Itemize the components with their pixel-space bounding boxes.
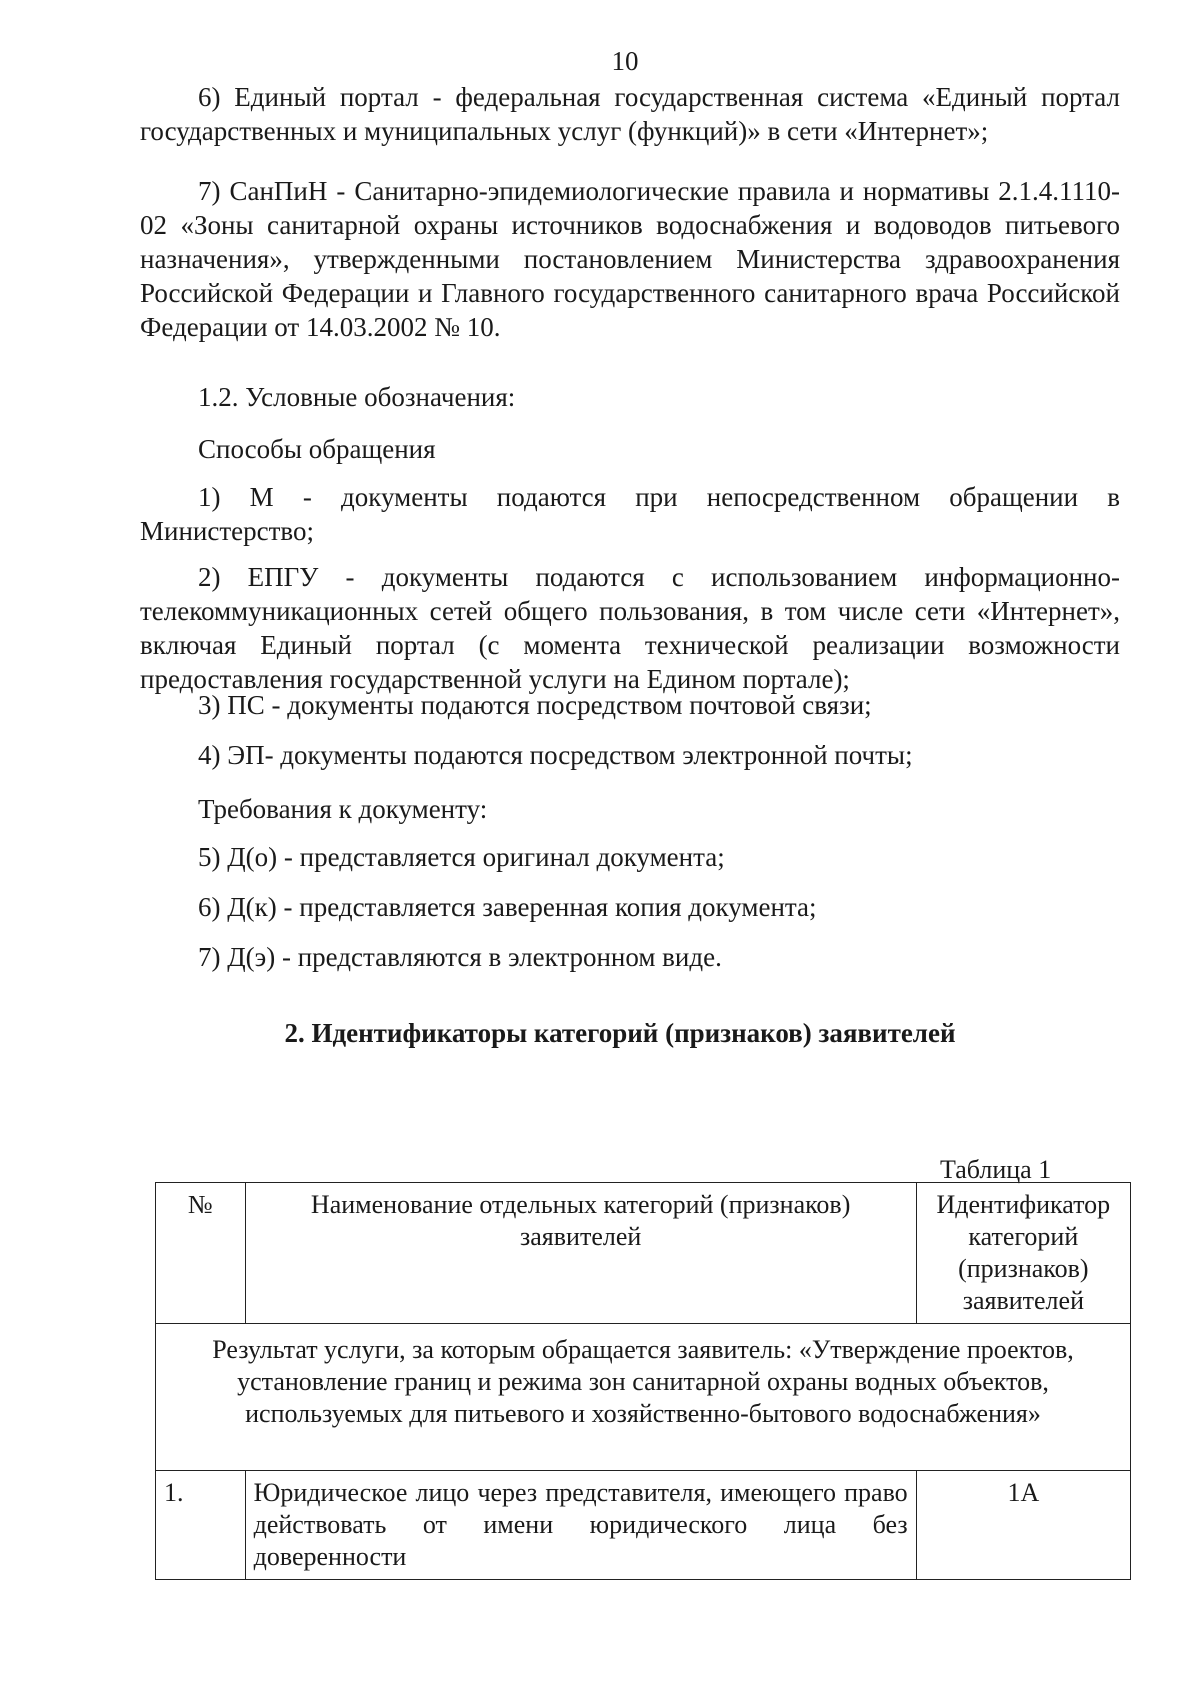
result-cell: Результат услуги, за которым обращается заявитель: «Утверждение проектов, установление границ и режима зон санитарной охраны водных объектов, используемых для питьевого и хозяйственно-бытового водоснабжения» xyxy=(156,1324,1131,1471)
paragraph-legend-title: 1.2. Условные обозначения: xyxy=(198,382,516,412)
paragraph-way-ep: 4) ЭП- документы подаются посредством электронной почты; xyxy=(198,740,913,770)
row-num: 1. xyxy=(156,1471,246,1580)
row-id: 1А xyxy=(916,1471,1130,1580)
page-number: 10 xyxy=(611,46,639,76)
header-id: Идентификатор категорий (признаков) заявителей xyxy=(916,1183,1130,1324)
header-name: Наименование отдельных категорий (признаков) заявителей xyxy=(245,1183,916,1324)
paragraph-ways-title: Способы обращения xyxy=(198,434,436,464)
paragraph-way-ps: 3) ПС - документы подаются посредством почтовой связи; xyxy=(198,690,872,720)
paragraph-way-epgu: 2) ЕПГУ - документы подаются с использованием информационно-телекоммуникационных сетей общего пользования, в том числе сети «Интернет», включая Единый портал (с момента технической реализации возможности предоставления государственной услуги на Едином портале); xyxy=(140,562,1120,694)
paragraph-req-copy: 6) Д(к) - представляется заверенная копия документа; xyxy=(198,892,817,922)
header-num: № xyxy=(156,1183,246,1324)
paragraph-way-m: 1) М - документы подаются при непосредственном обращении в Министерство; xyxy=(140,482,1120,546)
table-header-row xyxy=(156,1183,1131,1324)
paragraph-requirements-title: Требования к документу: xyxy=(198,794,488,824)
paragraph-unified-portal: 6) Единый портал - федеральная государственная система «Единый портал государственных и муниципальных услуг (функций)» в сети «Интернет»; xyxy=(140,82,1120,146)
table-result-row xyxy=(156,1324,1131,1471)
table-caption: Таблица 1 xyxy=(940,1155,1052,1184)
row-name: Юридическое лицо через представителя, имеющего право действовать от имени юридического лица без доверенности xyxy=(245,1471,916,1580)
table-row xyxy=(156,1471,1131,1580)
applicant-categories-table xyxy=(155,1182,1131,1580)
section-heading: 2. Идентификаторы категорий (признаков) заявителей xyxy=(284,1018,956,1048)
paragraph-req-original: 5) Д(о) - представляется оригинал документа; xyxy=(198,842,725,872)
paragraph-sanpin: 7) СанПиН - Санитарно-эпидемиологические правила и нормативы 2.1.4.1110-02 «Зоны санитарной охраны источников водоснабжения и водоводов питьевого назначения», утвержденными постановлением Министерства здравоохранения Российской Федерации и Главного государственного санитарного врача Российской Федерации от 14.03.2002 № 10. xyxy=(140,176,1120,342)
paragraph-req-electronic: 7) Д(э) - представляются в электронном виде. xyxy=(198,942,722,972)
